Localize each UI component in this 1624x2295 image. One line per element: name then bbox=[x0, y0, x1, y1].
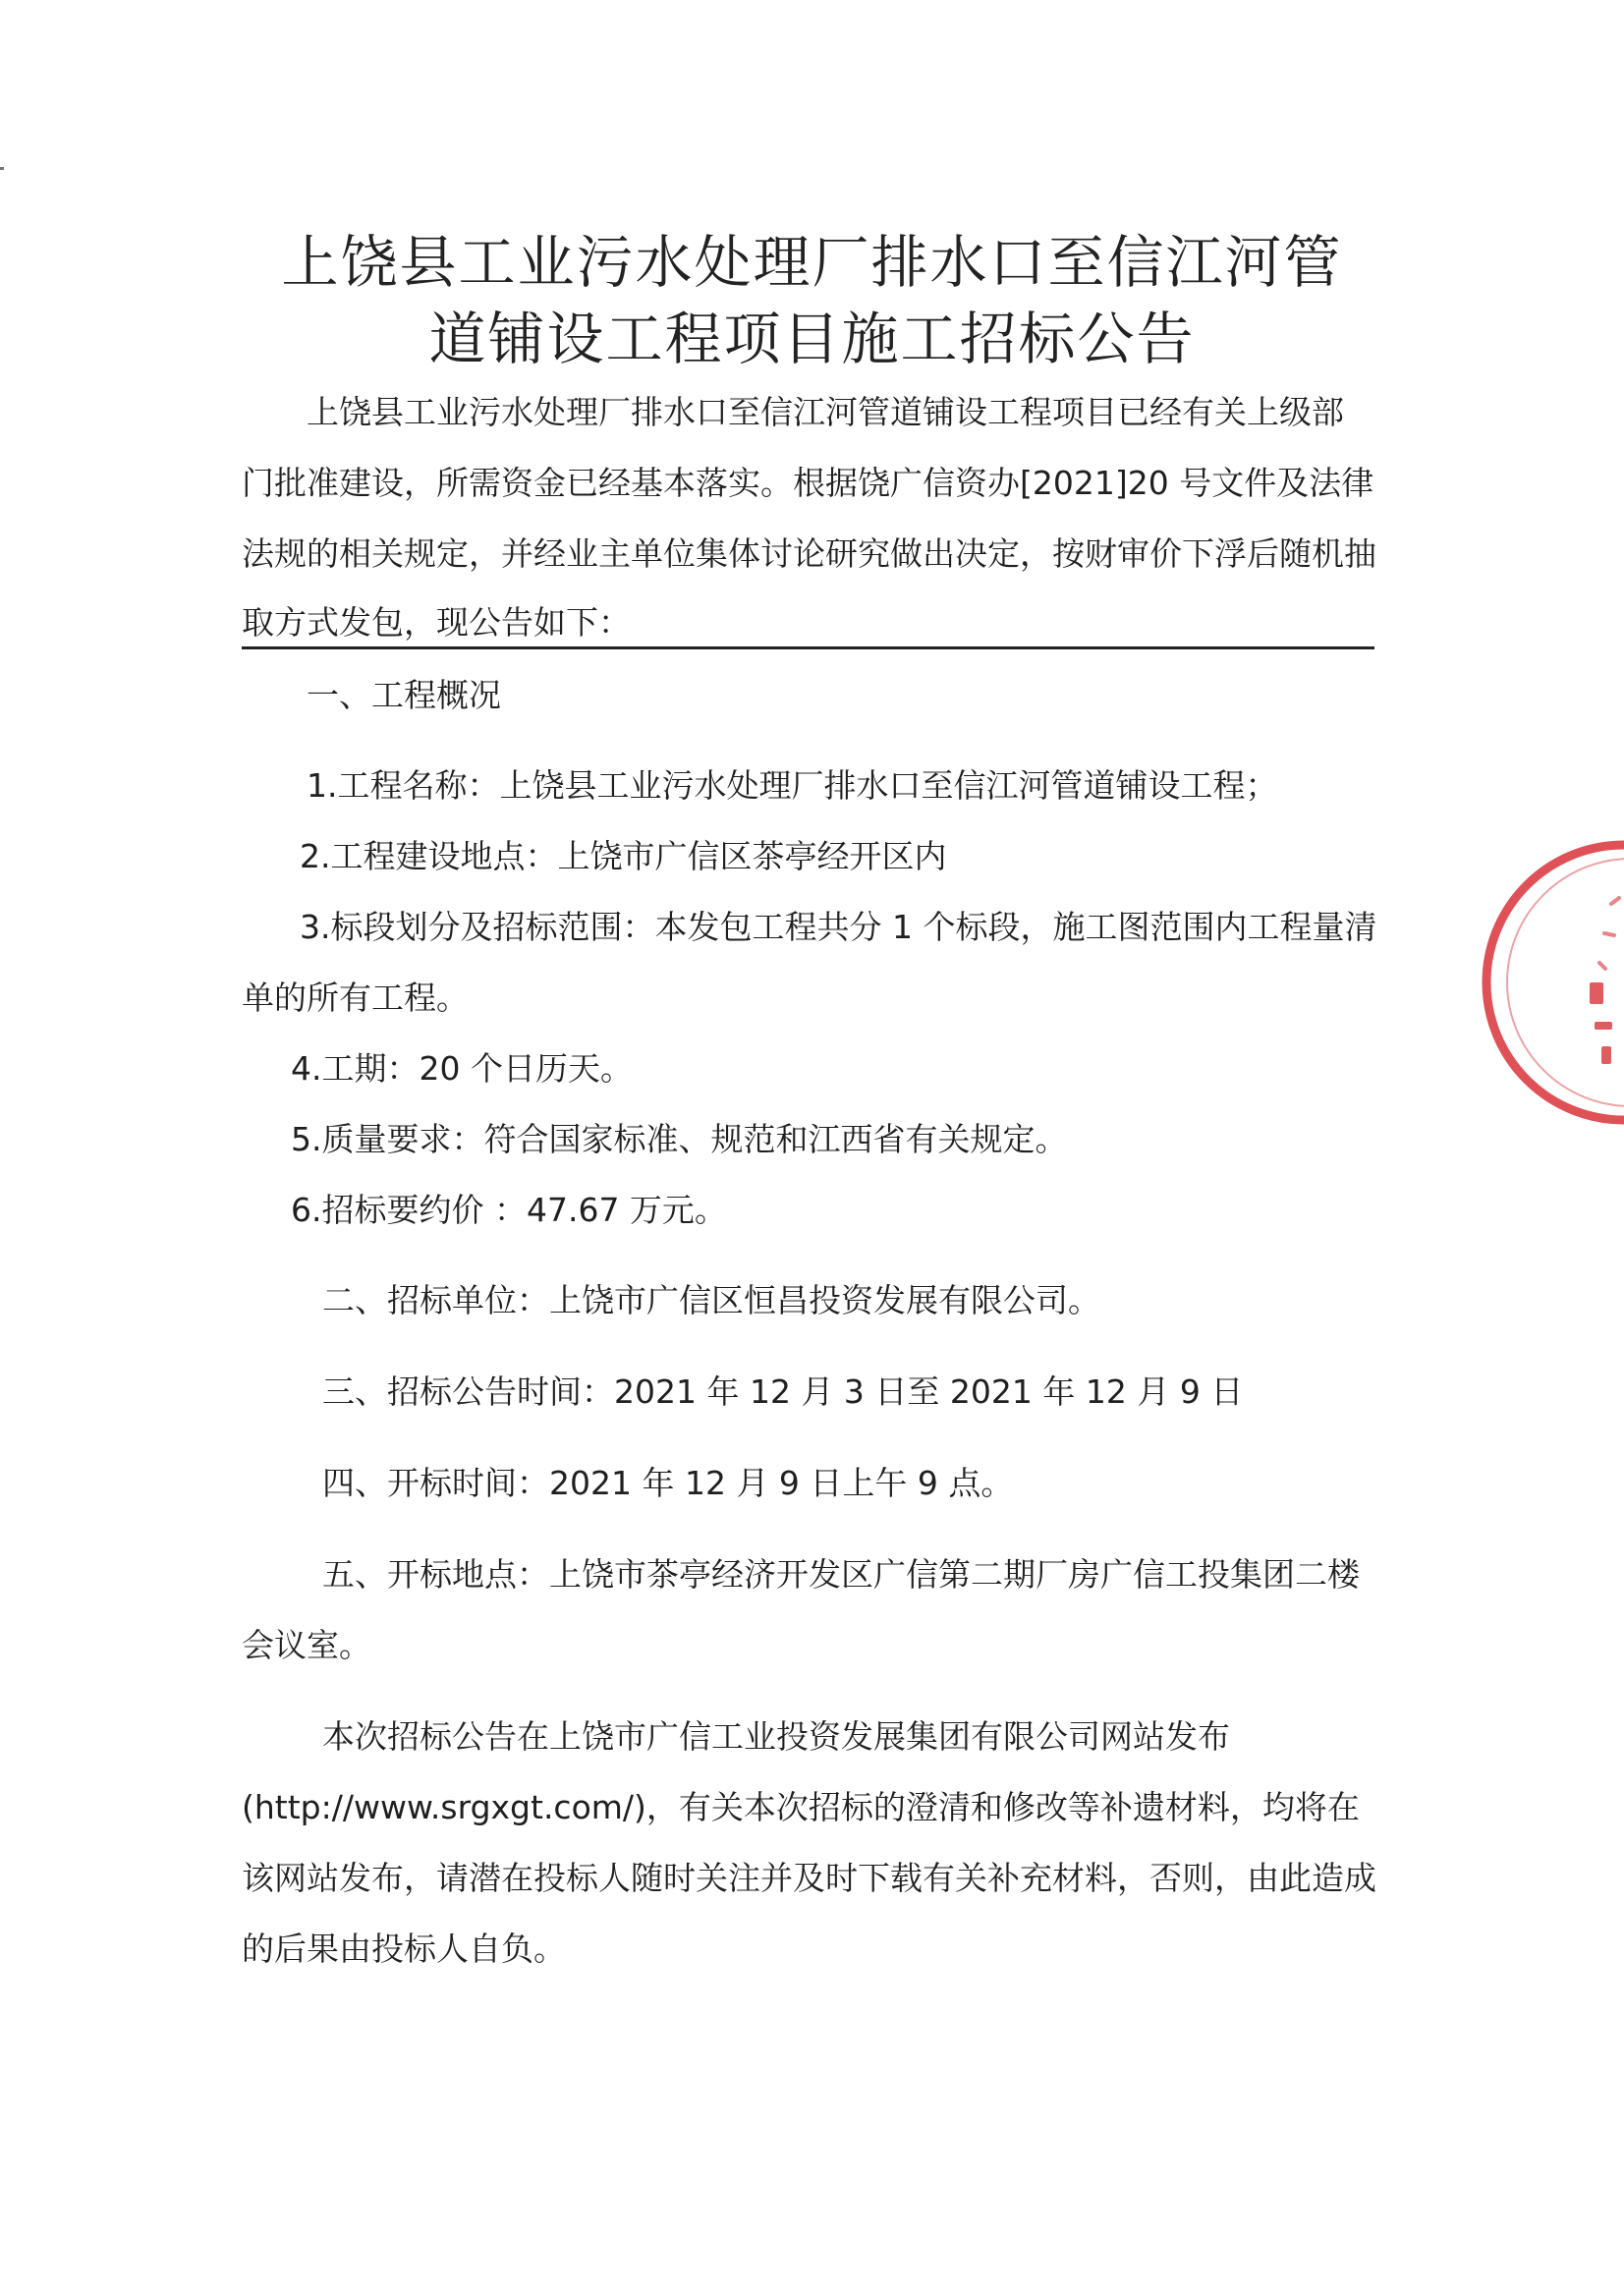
title-line-2: 道铺设工程项目施工招标公告 bbox=[428, 306, 1196, 372]
overview-item-5: 5.质量要求：符合国家标准、规范和江西省有关规定。 bbox=[291, 1120, 1068, 1158]
intro-line-3: 法规的相关规定，并经业主单位集体讨论研究做出决定，按财审价下浮后随机抽 bbox=[242, 534, 1376, 573]
section4-line: 四、开标时间：2021 年 12 月 9 日上午 9 点。 bbox=[322, 1464, 1014, 1502]
official-seal-stamp bbox=[1550, 835, 1624, 1130]
section3-line: 三、招标公告时间：2021 年 12 月 3 日至 2021 年 12 月 9 日 bbox=[322, 1372, 1244, 1411]
closing-line-1: 本次招标公告在上饶市广信工业投资发展集团有限公司网站发布 bbox=[322, 1717, 1230, 1756]
divider-line bbox=[242, 646, 1374, 649]
overview-item-3-cont: 单的所有工程。 bbox=[242, 979, 469, 1017]
closing-line-2: (http://www.srgxgt.com/)，有关本次招标的澄清和修改等补遗材料，均将在 bbox=[242, 1788, 1360, 1826]
overview-item-2: 2.工程建设地点：上饶市广信区茶亭经开区内 bbox=[300, 837, 947, 875]
overview-item-4: 4.工期：20 个日历天。 bbox=[291, 1049, 633, 1088]
intro-line-2: 门批准建设，所需资金已经基本落实。根据饶广信资办[2021]20 号文件及法律 bbox=[242, 464, 1374, 502]
section1-heading: 一、工程概况 bbox=[307, 676, 501, 714]
closing-line-4: 的后果由投标人自负。 bbox=[242, 1930, 566, 1968]
section2-line: 二、招标单位：上饶市广信区恒昌投资发展有限公司。 bbox=[322, 1281, 1100, 1319]
section5-line-2: 会议室。 bbox=[242, 1626, 371, 1664]
closing-line-3: 该网站发布，请潜在投标人随时关注并及时下载有关补充材料，否则，由此造成 bbox=[242, 1859, 1376, 1897]
section5-line-1: 五、开标地点：上饶市茶亭经济开发区广信第二期厂房广信工投集团二楼 bbox=[322, 1555, 1360, 1594]
scan-mark bbox=[0, 167, 4, 170]
intro-line-1: 上饶县工业污水处理厂排水口至信江河管道铺设工程项目已经有关上级部 bbox=[307, 393, 1344, 431]
title-line-1: 上饶县工业污水处理厂排水口至信江河管 bbox=[281, 229, 1343, 296]
intro-line-4: 取方式发包，现公告如下： bbox=[242, 603, 631, 642]
overview-item-6: 6.招标要约价 ：47.67 万元。 bbox=[291, 1191, 727, 1229]
overview-item-3: 3.标段划分及招标范围：本发包工程共分 1 个标段，施工图范围内工程量清 bbox=[300, 908, 1377, 946]
overview-item-1: 1.工程名称：上饶县工业污水处理厂排水口至信江河管道铺设工程； bbox=[307, 766, 1278, 805]
